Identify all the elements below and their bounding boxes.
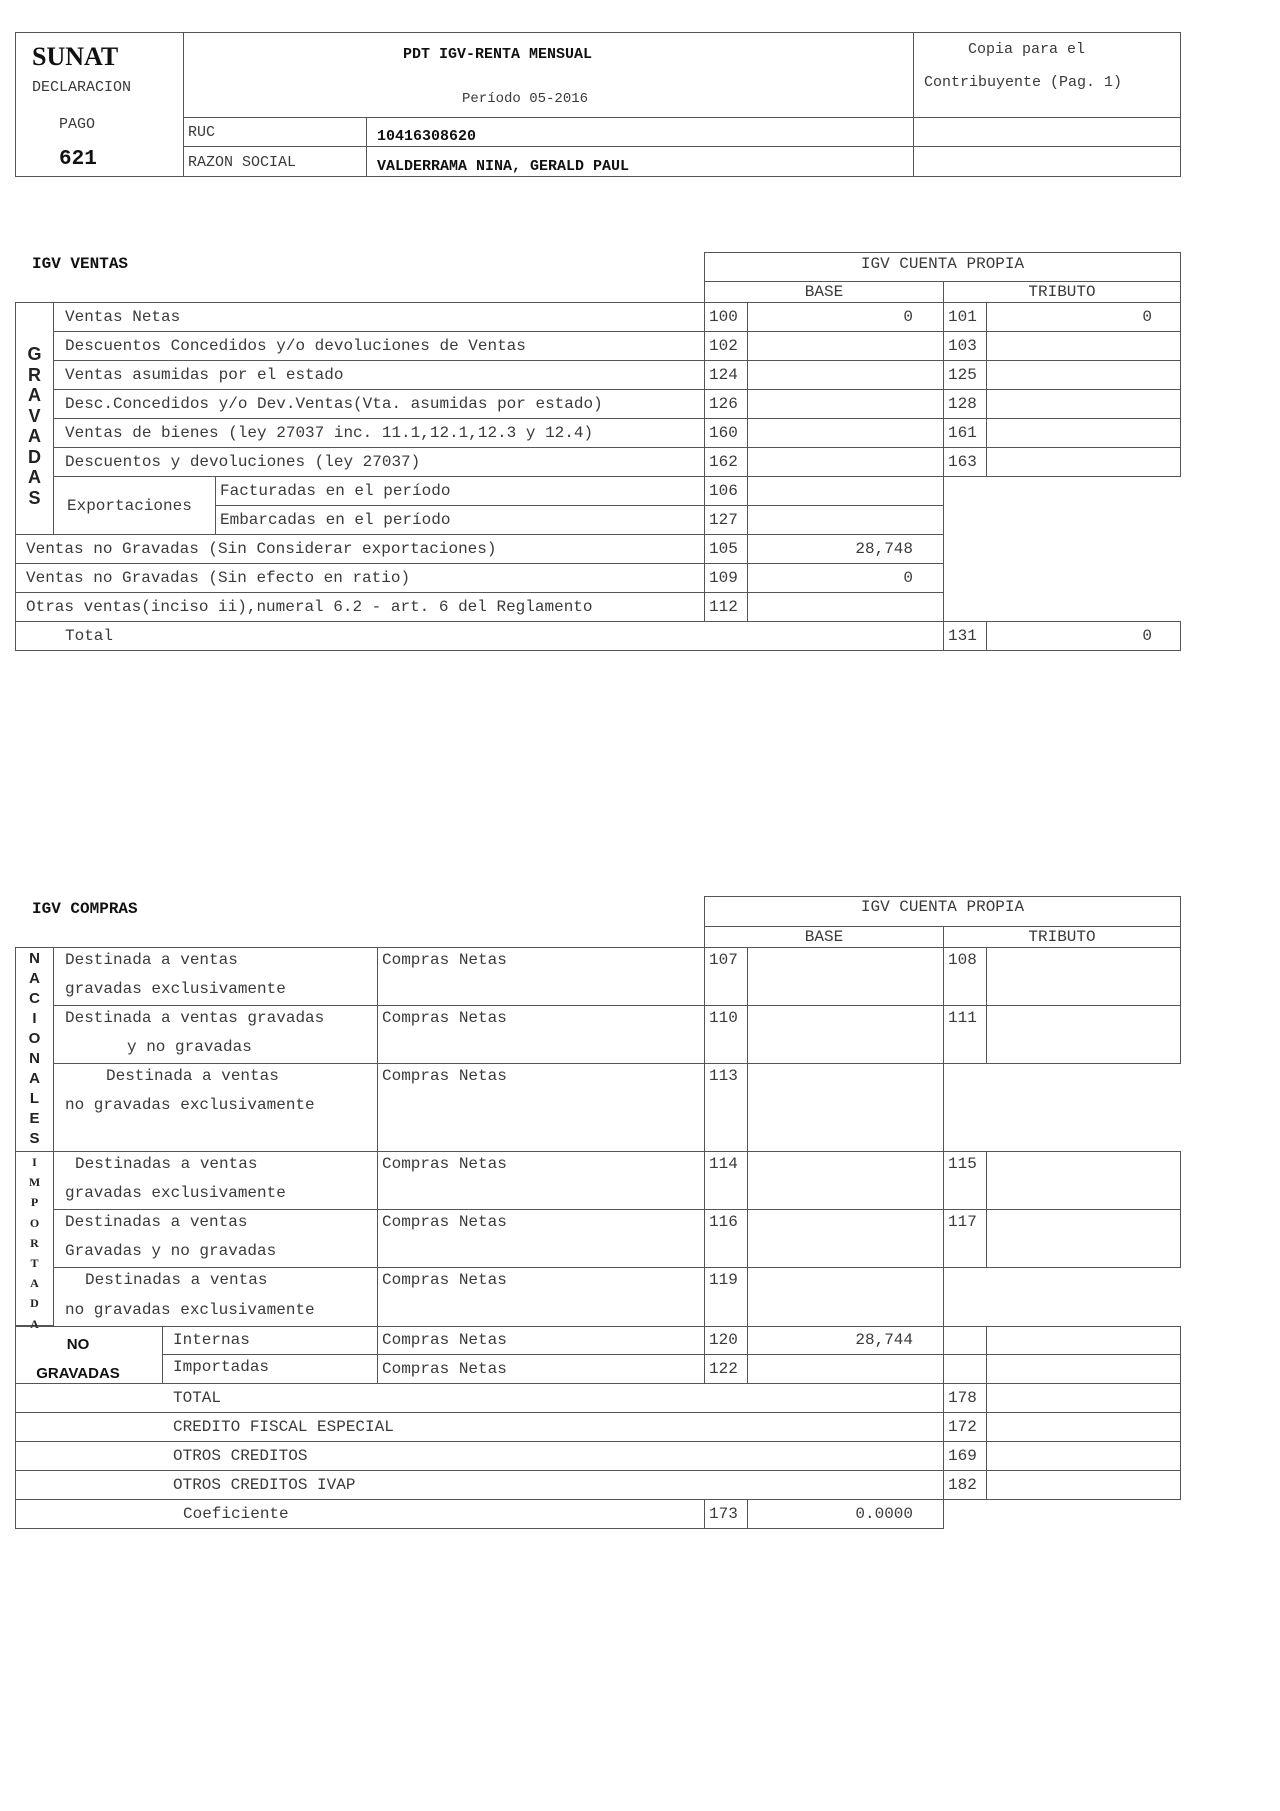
row-code: 108 bbox=[948, 951, 977, 969]
total-value: 0 bbox=[1142, 627, 1152, 645]
row-base-value: 28,748 bbox=[855, 540, 913, 558]
row-code: 111 bbox=[948, 1009, 977, 1027]
row-code: 120 bbox=[709, 1331, 738, 1349]
row-label: Importadas bbox=[173, 1358, 270, 1376]
copy-line1: Copia para el bbox=[968, 41, 1086, 58]
row-code: 119 bbox=[709, 1271, 738, 1289]
ventas-col-tributo: TRIBUTO bbox=[1028, 283, 1096, 301]
ruc-label: RUC bbox=[188, 124, 216, 141]
row-label-line2: no gravadas exclusivamente bbox=[65, 1301, 315, 1319]
row-label: Facturadas en el período bbox=[220, 482, 451, 500]
row-code: 109 bbox=[709, 569, 738, 587]
row-code: 161 bbox=[948, 424, 977, 442]
row-kind: Compras Netas bbox=[382, 1009, 507, 1027]
row-code: 124 bbox=[709, 366, 738, 384]
row-label-line1: Destinada a ventas gravadas bbox=[65, 1009, 325, 1027]
copy-line2: Contribuyente (Pag. 1) bbox=[924, 74, 1123, 91]
row-code: 102 bbox=[709, 337, 738, 355]
row-label-line1: Destinada a ventas bbox=[65, 951, 238, 969]
coef-code: 173 bbox=[709, 1505, 738, 1523]
compras-title: IGV COMPRAS bbox=[32, 900, 138, 918]
row-label-line1: Destinadas a ventas bbox=[85, 1271, 268, 1289]
row-kind: Compras Netas bbox=[382, 1067, 507, 1085]
row-code: 110 bbox=[709, 1009, 738, 1027]
compras-col-tributo: TRIBUTO bbox=[1028, 928, 1096, 946]
row-code: 113 bbox=[709, 1067, 738, 1085]
row-code: 107 bbox=[709, 951, 738, 969]
row-label: Embarcadas en el período bbox=[220, 511, 451, 529]
row-label-line2: Gravadas y no gravadas bbox=[65, 1242, 277, 1260]
row-label: Ventas Netas bbox=[65, 308, 181, 326]
row-code: 117 bbox=[948, 1213, 977, 1231]
form-period: Período 05-2016 bbox=[462, 91, 589, 107]
row-code: 169 bbox=[948, 1447, 977, 1465]
row-label: Ventas no Gravadas (Sin Considerar exportaciones) bbox=[26, 540, 497, 558]
form-title: PDT IGV-RENTA MENSUAL bbox=[403, 46, 593, 63]
row-label: Ventas no Gravadas (Sin efecto en ratio) bbox=[26, 569, 411, 587]
row-label-line2: y no gravadas bbox=[127, 1038, 252, 1056]
row-label-line2: no gravadas exclusivamente bbox=[65, 1096, 315, 1114]
ventas-title: IGV VENTAS bbox=[32, 255, 129, 273]
razon-label: RAZON SOCIAL bbox=[188, 154, 297, 171]
header-ruc-row bbox=[183, 117, 1181, 147]
row-code: 114 bbox=[709, 1155, 738, 1173]
row-base-value: 0 bbox=[903, 308, 913, 326]
ventas-col-base: BASE bbox=[804, 283, 844, 301]
row-code: 101 bbox=[948, 308, 977, 326]
ventas-group-label: IGV CUENTA PROPIA bbox=[860, 255, 1025, 273]
row-label-line1: Destinadas a ventas bbox=[75, 1155, 258, 1173]
ruc-value: 10416308620 bbox=[377, 128, 477, 145]
row-code: 182 bbox=[948, 1476, 977, 1494]
total-label: Total bbox=[65, 627, 114, 645]
row-code: 125 bbox=[948, 366, 977, 384]
row-kind: Compras Netas bbox=[382, 951, 507, 969]
row-label: Ventas asumidas por el estado bbox=[65, 366, 344, 384]
row-kind: Compras Netas bbox=[382, 1271, 507, 1289]
row-base-value: 0 bbox=[903, 569, 913, 587]
nacionales-side-label: N A C I O N A L E S bbox=[28, 950, 41, 1147]
row-kind: Compras Netas bbox=[382, 1155, 507, 1173]
coef-label: Coeficiente bbox=[183, 1505, 289, 1523]
header-pago: PAGO bbox=[59, 116, 96, 133]
row-label: CREDITO FISCAL ESPECIAL bbox=[173, 1418, 394, 1436]
row-label: TOTAL bbox=[173, 1389, 222, 1407]
row-label-line2: gravadas exclusivamente bbox=[65, 980, 286, 998]
row-code: 128 bbox=[948, 395, 977, 413]
row-code: 172 bbox=[948, 1418, 977, 1436]
exportaciones-label: Exportaciones bbox=[67, 497, 192, 515]
row-code: 106 bbox=[709, 482, 738, 500]
row-code: 103 bbox=[948, 337, 977, 355]
row-base-value: 28,744 bbox=[855, 1331, 913, 1349]
gravadas-side-label: G R A V A D A S bbox=[27, 344, 42, 508]
row-label-line1: Destinadas a ventas bbox=[65, 1213, 248, 1231]
row-code: 115 bbox=[948, 1155, 977, 1173]
row-code: 162 bbox=[709, 453, 738, 471]
row-code: 116 bbox=[709, 1213, 738, 1231]
importadas-side-label: I M P O R T A D A bbox=[28, 1155, 41, 1331]
row-code: 127 bbox=[709, 511, 738, 529]
header-declaracion: DECLARACION bbox=[32, 79, 132, 96]
row-label: Ventas de bienes (ley 27037 inc. 11.1,12.1,12.3 y 12.4) bbox=[65, 424, 594, 442]
row-kind: Compras Netas bbox=[382, 1360, 507, 1378]
row-code: 112 bbox=[709, 598, 738, 616]
form-number: 621 bbox=[59, 148, 97, 171]
row-code: 126 bbox=[709, 395, 738, 413]
row-label: Internas bbox=[173, 1331, 250, 1349]
brand-logo: SUNAT bbox=[32, 42, 119, 71]
row-kind: Compras Netas bbox=[382, 1213, 507, 1231]
coef-value: 0.0000 bbox=[855, 1505, 913, 1523]
row-label: OTROS CREDITOS bbox=[173, 1447, 308, 1465]
row-label: Descuentos Concedidos y/o devoluciones de Ventas bbox=[65, 337, 526, 355]
row-code: 100 bbox=[709, 308, 738, 326]
row-code: 160 bbox=[709, 424, 738, 442]
row-label: Descuentos y devoluciones (ley 27037) bbox=[65, 453, 421, 471]
row-label: OTROS CREDITOS IVAP bbox=[173, 1476, 356, 1494]
row-code: 163 bbox=[948, 453, 977, 471]
razon-value: VALDERRAMA NINA, GERALD PAUL bbox=[377, 158, 630, 175]
no-gravadas-line1: NO bbox=[66, 1336, 90, 1353]
compras-group-label: IGV CUENTA PROPIA bbox=[860, 898, 1025, 916]
row-tributo-value: 0 bbox=[1142, 308, 1152, 326]
compras-col-base: BASE bbox=[804, 928, 844, 946]
row-code: 105 bbox=[709, 540, 738, 558]
no-gravadas-line2: GRAVADAS bbox=[36, 1365, 120, 1382]
row-label: Otras ventas(inciso ii),numeral 6.2 - art. 6 del Reglamento bbox=[26, 598, 593, 616]
header-label-divider bbox=[366, 117, 367, 177]
row-label: Desc.Concedidos y/o Dev.Ventas(Vta. asumidas por estado) bbox=[65, 395, 603, 413]
total-code: 131 bbox=[948, 627, 977, 645]
row-label-line2: gravadas exclusivamente bbox=[65, 1184, 286, 1202]
row-code: 122 bbox=[709, 1360, 738, 1378]
row-label-line1: Destinada a ventas bbox=[106, 1067, 279, 1085]
row-kind: Compras Netas bbox=[382, 1331, 507, 1349]
row-code: 178 bbox=[948, 1389, 977, 1407]
